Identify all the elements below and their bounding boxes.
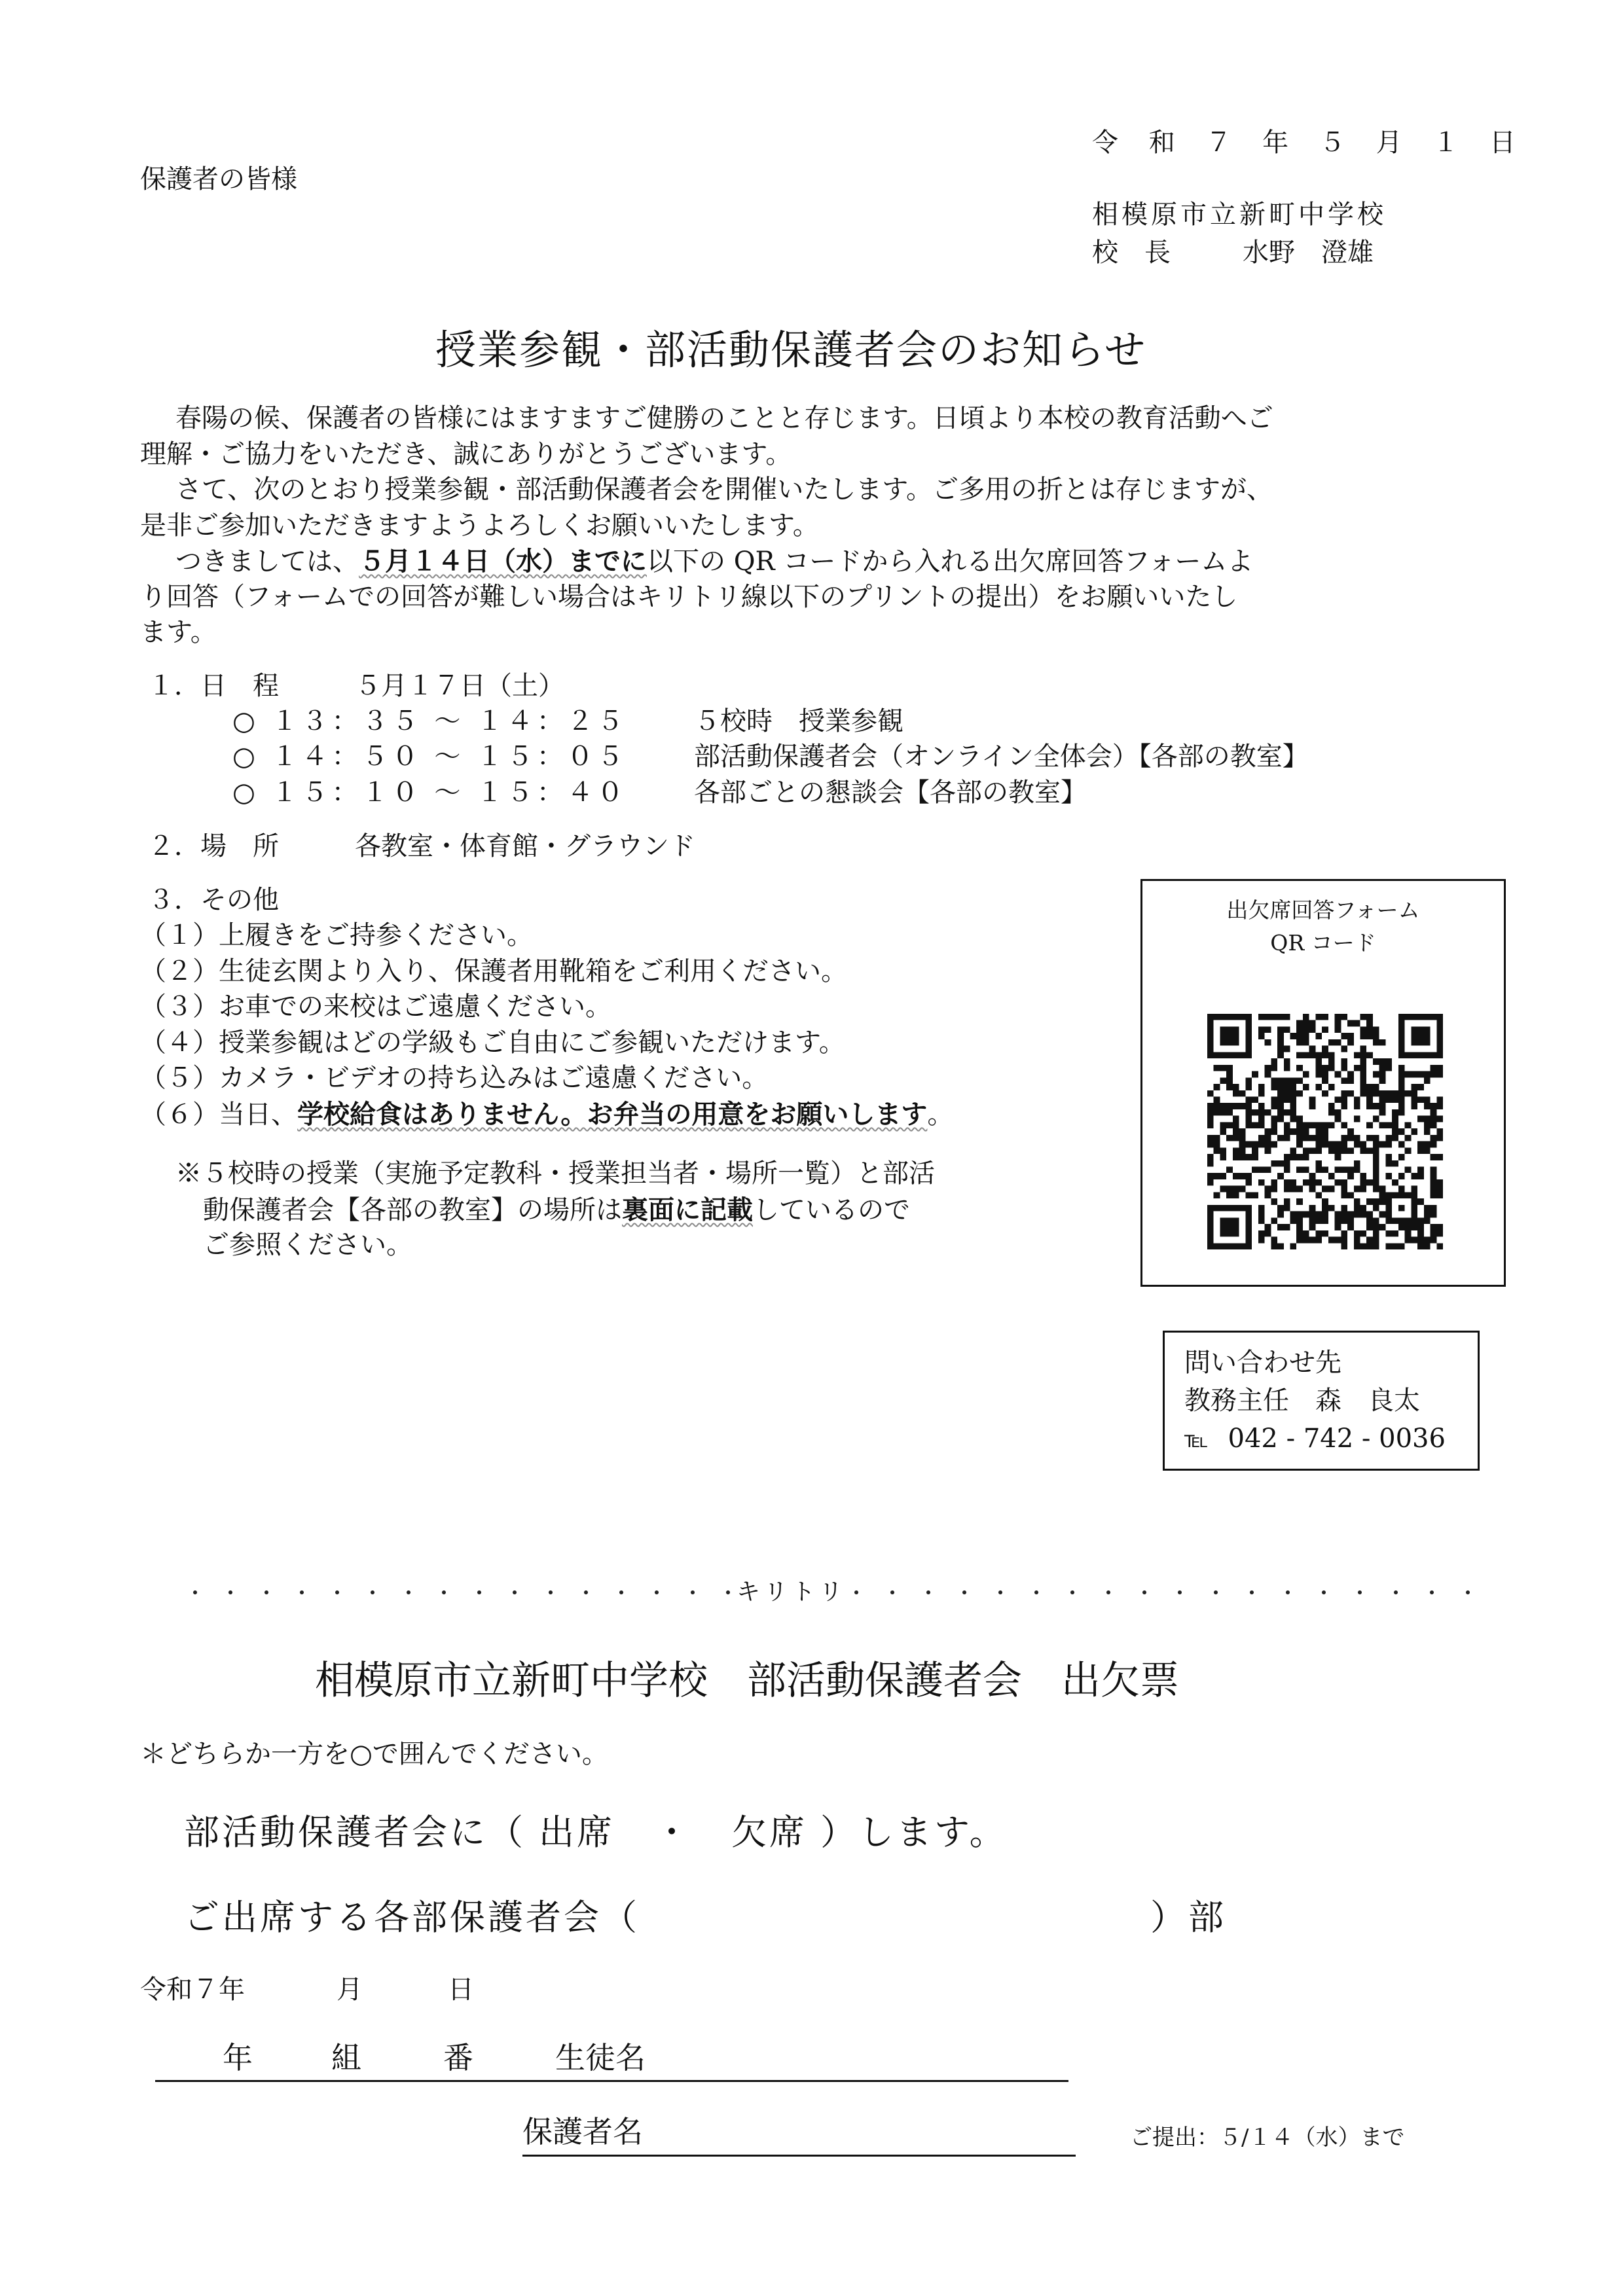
cut-dot bbox=[477, 1590, 481, 1594]
attendance-separator: ・ bbox=[654, 1812, 692, 1853]
club-pre: ご出席する各部保護者会（ bbox=[184, 1897, 640, 1938]
attendance-line bbox=[184, 1810, 1008, 1856]
absent-option[interactable]: 欠席 bbox=[731, 1812, 807, 1853]
schedule-label: １．日 程 bbox=[148, 671, 279, 701]
issue-date: 令 和 ７ 年 ５ 月 １ 日 bbox=[1092, 128, 1527, 158]
cut-dot bbox=[1070, 1590, 1074, 1594]
place-value: 各教室・体育館・グラウンド bbox=[355, 831, 695, 861]
cut-dot bbox=[854, 1590, 858, 1594]
cut-dot bbox=[300, 1590, 304, 1594]
cut-dot bbox=[1178, 1590, 1182, 1594]
cut-dot bbox=[890, 1590, 894, 1594]
contact-box bbox=[1163, 1331, 1480, 1471]
cut-dots-left bbox=[193, 1576, 730, 1609]
year-label: 年 bbox=[223, 2040, 253, 2075]
cut-dot bbox=[655, 1590, 659, 1594]
contact-person: 教務主任 森 良太 bbox=[1184, 1386, 1420, 1416]
cut-line bbox=[193, 1576, 1470, 1609]
contact-tel bbox=[1184, 1420, 1446, 1458]
cut-dot bbox=[1322, 1590, 1326, 1594]
attendance-pre: 部活動保護者会に（ bbox=[184, 1812, 526, 1853]
guardian-name-label[interactable]: 保護者名 bbox=[522, 2114, 643, 2149]
cut-dot bbox=[619, 1590, 623, 1594]
schedule-event-1: ５校時 授業参観 bbox=[694, 706, 903, 736]
form-title: 相模原市立新町中学校 部活動保護者会 出欠票 bbox=[315, 1658, 1179, 1704]
cut-label: キリトリ bbox=[737, 1579, 847, 1605]
note-line2-post: しているので bbox=[753, 1195, 910, 1225]
student-line[interactable] bbox=[223, 2037, 646, 2079]
note-line2-pre: 動保護者会【各部の教室】の場所は bbox=[203, 1195, 622, 1225]
response-deadline: ５月１４日（水）までに bbox=[359, 546, 647, 577]
other-item-6 bbox=[140, 1096, 953, 1134]
number-label: 番 bbox=[443, 2040, 473, 2075]
intro-p3-post: 以下の QR コードから入れる出欠席回答フォームよ bbox=[647, 547, 1254, 577]
qr-box bbox=[1140, 879, 1506, 1287]
cut-dot bbox=[513, 1590, 517, 1594]
cut-dots-right bbox=[854, 1576, 1470, 1609]
principal-title: 校 長 bbox=[1092, 238, 1171, 268]
intro-p2-line1: さて、次のとおり授業参観・部活動保護者会を開催いたします。ご多用の折とは存じますが、 bbox=[175, 475, 1273, 505]
other-item-2: （２）生徒玄関より入り、保護者用靴箱をご利用ください。 bbox=[140, 956, 847, 986]
student-underline bbox=[155, 2080, 1068, 2082]
other-item-5: （５）カメラ・ビデオの持ち込みはご遠慮ください。 bbox=[140, 1063, 769, 1093]
cut-dot bbox=[1358, 1590, 1362, 1594]
date-day: 日 bbox=[448, 1975, 474, 2005]
schedule-date: ５月１７日（土） bbox=[355, 671, 564, 701]
cut-dot bbox=[1394, 1590, 1398, 1594]
schedule-time-2: ○ １４：５０ ～ １５：０５ bbox=[232, 742, 628, 772]
cut-dot bbox=[691, 1590, 695, 1594]
note-line1: ※５校時の授業（実施予定教科・授業担当者・場所一覧）と部活 bbox=[175, 1158, 935, 1189]
cut-dot bbox=[926, 1590, 930, 1594]
student-name-label: 生徒名 bbox=[555, 2040, 646, 2075]
schedule-time-1: ○ １３：３５ ～ １４：２５ bbox=[232, 706, 628, 736]
cut-dot bbox=[264, 1590, 268, 1594]
cut-dot bbox=[1034, 1590, 1038, 1594]
qr-code-icon[interactable] bbox=[1207, 1014, 1443, 1249]
intro-p1-line2: 理解・ご協力をいただき、誠にありがとうございます。 bbox=[140, 439, 792, 469]
other-item-1: （１）上履きをご持参ください。 bbox=[140, 920, 533, 950]
tel-icon: ℡ bbox=[1184, 1427, 1209, 1453]
attend-option[interactable]: 出席 bbox=[539, 1812, 615, 1853]
cut-dot bbox=[962, 1590, 966, 1594]
cut-dot bbox=[335, 1590, 339, 1594]
cut-dot bbox=[1142, 1590, 1146, 1594]
cut-dot bbox=[1106, 1590, 1110, 1594]
contact-label: 問い合わせ先 bbox=[1184, 1348, 1341, 1378]
principal-name: 水野 澄雄 bbox=[1243, 238, 1374, 268]
cut-dot bbox=[1250, 1590, 1254, 1594]
cut-dot bbox=[1286, 1590, 1290, 1594]
cut-dot bbox=[193, 1590, 197, 1594]
schedule-event-2: 部活動保護者会（オンライン全体会）【各部の教室】 bbox=[694, 742, 1309, 772]
intro-p3-line2: り回答（フォームでの回答が難しい場合はキリトリ線以下のプリントの提出）をお願いいたし bbox=[140, 582, 1238, 612]
submit-deadline: ご提出：５/１４（水）まで bbox=[1130, 2125, 1405, 2151]
form-instruction: ＊どちらか一方を○で囲んでください。 bbox=[140, 1739, 608, 1769]
schedule-time-3: ○ １５：１０ ～ １５：４０ bbox=[232, 778, 628, 808]
cut-dot bbox=[1466, 1590, 1470, 1594]
page-title: 授業参観・部活動保護者会のお知らせ bbox=[435, 326, 1147, 374]
qr-caption-1: 出欠席回答フォーム bbox=[1226, 897, 1420, 923]
recipient: 保護者の皆様 bbox=[140, 164, 297, 194]
intro-p3-line3: ます。 bbox=[140, 617, 217, 647]
tel-number[interactable]: 042 - 742 - 0036 bbox=[1228, 1424, 1446, 1454]
cut-dot bbox=[1214, 1590, 1218, 1594]
cut-dot bbox=[998, 1590, 1002, 1594]
intro-p1-line1: 春陽の候、保護者の皆様にはますますご健勝のことと存じます。日頃より本校の教育活動へご bbox=[175, 403, 1273, 433]
intro-p3-line1 bbox=[175, 543, 1253, 581]
place-label: ２．場 所 bbox=[148, 831, 279, 861]
club-line bbox=[184, 1890, 1226, 1941]
qr-caption-2: QR コード bbox=[1270, 930, 1376, 956]
see-back-notice: 裏面に記載 bbox=[622, 1194, 753, 1225]
cut-dot bbox=[549, 1590, 553, 1594]
club-post: ）部 bbox=[1150, 1897, 1226, 1938]
class-label: 組 bbox=[331, 2040, 361, 2075]
club-name-field[interactable] bbox=[640, 1890, 1150, 1929]
cut-dot bbox=[407, 1590, 410, 1594]
date-era: 令和７年 bbox=[140, 1975, 245, 2005]
date-line bbox=[140, 1971, 474, 2009]
principal bbox=[1092, 234, 1374, 272]
other-item-3: （３）お車での来校はご遠慮ください。 bbox=[140, 992, 611, 1022]
note-line2 bbox=[203, 1191, 910, 1229]
cut-dot bbox=[726, 1590, 730, 1594]
cut-dot bbox=[371, 1590, 374, 1594]
note-line3: ご参照ください。 bbox=[203, 1230, 412, 1260]
date-month: 月 bbox=[337, 1975, 363, 2005]
cut-dot bbox=[1430, 1590, 1434, 1594]
other-item-6-post: 。 bbox=[927, 1100, 954, 1130]
cut-dot bbox=[228, 1590, 232, 1594]
schedule-event-3: 各部ごとの懇談会【各部の教室】 bbox=[694, 778, 1087, 808]
other-item-4: （４）授業参観はどの学級もご自由にご参観いただけます。 bbox=[140, 1028, 845, 1058]
guardian-underline bbox=[522, 2155, 1076, 2157]
intro-p3-pre: つきましては、 bbox=[175, 547, 359, 577]
attendance-post: ）します。 bbox=[820, 1812, 1008, 1853]
cut-dot bbox=[442, 1590, 446, 1594]
no-lunch-notice: 学校給食はありません。お弁当の用意をお願いします bbox=[297, 1099, 928, 1130]
other-item-6-pre: （６）当日、 bbox=[140, 1100, 297, 1130]
other-label: ３．その他 bbox=[148, 885, 279, 915]
intro-p2-line2: 是非ご参加いただきますようよろしくお願いいたします。 bbox=[140, 511, 819, 541]
school-name: 相模原市立新町中学校 bbox=[1092, 200, 1387, 230]
cut-dot bbox=[584, 1590, 588, 1594]
